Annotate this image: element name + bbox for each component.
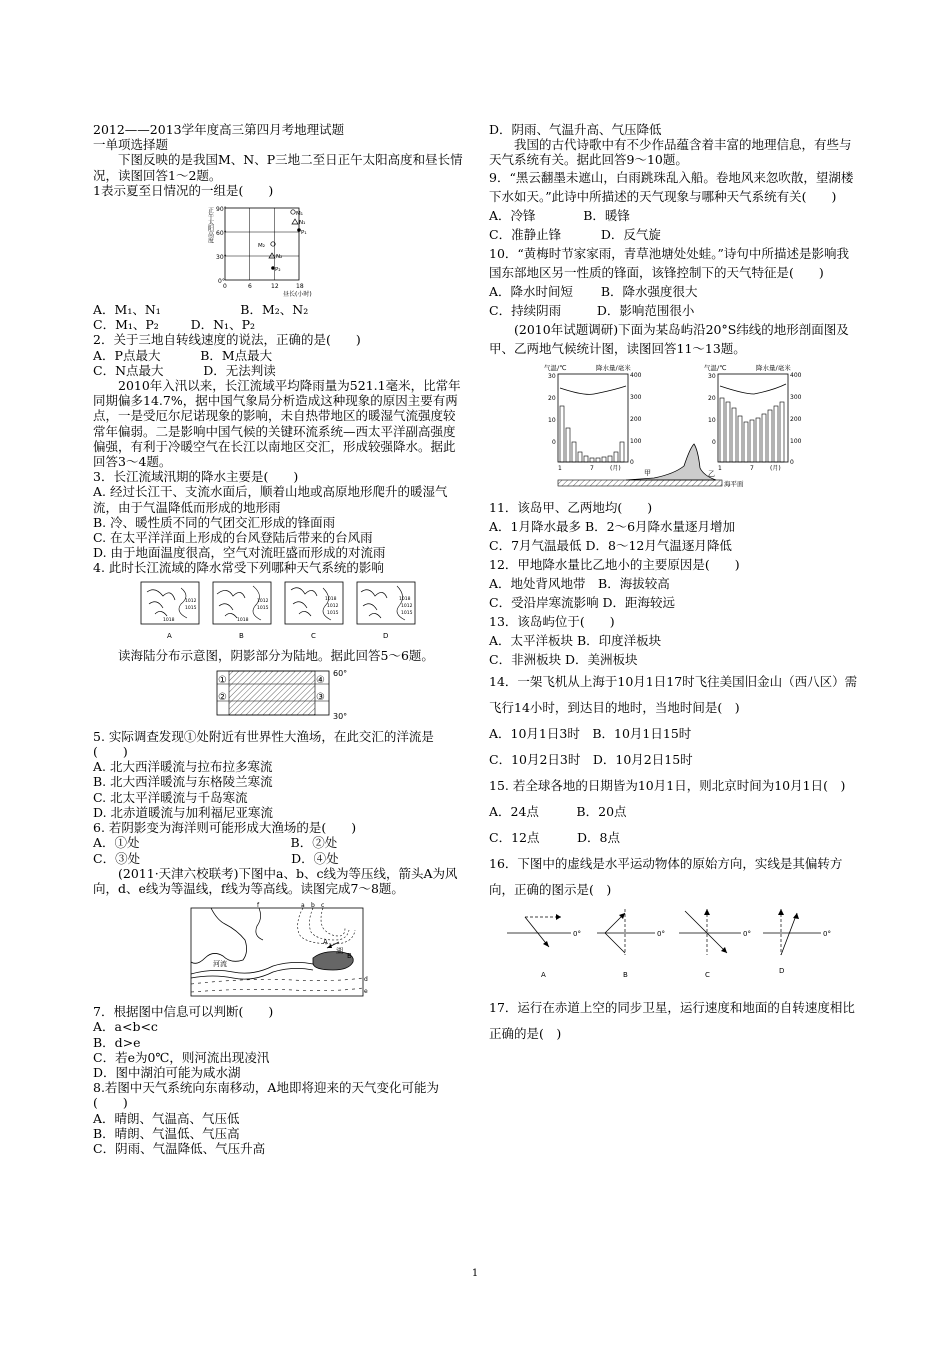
svg-text:(月): (月) bbox=[770, 464, 781, 472]
svg-text:0°: 0° bbox=[743, 929, 751, 938]
intro-3: 读海陆分布示意图，阴影部分为陆地。据此回答5～6题。 bbox=[118, 647, 434, 663]
q1-option-c: C．M₁、P₂ bbox=[93, 317, 159, 333]
q10-options-row2 bbox=[489, 301, 861, 320]
q10-option-d: D．影响范围很小 bbox=[596, 302, 695, 318]
question-6: 6. 若阴影变为海洋则可能形成大渔场的是( ) bbox=[93, 820, 357, 836]
svg-text:降水量/毫米: 降水量/毫米 bbox=[596, 363, 631, 372]
sun-chart-ylabel: 正午太阳高度 bbox=[206, 207, 214, 244]
svg-text:0: 0 bbox=[552, 438, 556, 446]
svg-text:0°: 0° bbox=[573, 929, 581, 938]
svg-text:1012: 1012 bbox=[401, 603, 413, 609]
question-17: 17．运行在赤道上空的同步卫星，运行速度和地面的自转速度相比正确的是( ) bbox=[489, 999, 855, 1041]
svg-text:1018: 1018 bbox=[399, 596, 411, 602]
question-11: 11．该岛甲、乙两地均( ) bbox=[489, 499, 653, 515]
svg-text:0°: 0° bbox=[823, 929, 831, 938]
question-4: 4. 此时长江流域的降水常受下列哪种天气系统的影响 bbox=[93, 560, 384, 576]
diagram-label-d: D bbox=[779, 966, 785, 975]
svg-text:1015: 1015 bbox=[185, 605, 197, 611]
sun-chart-xlabel: 昼长(小时) bbox=[283, 291, 312, 299]
wind-a: A bbox=[323, 938, 328, 947]
q5-option-a: A. 北大西洋暖流与拉布拉多寒流 bbox=[93, 759, 273, 775]
svg-text:20: 20 bbox=[548, 394, 556, 402]
svg-text:气温/℃: 气温/℃ bbox=[544, 363, 567, 372]
ytick-30: 30° bbox=[216, 254, 227, 262]
circle-4: ④ bbox=[316, 674, 325, 686]
svg-text:0: 0 bbox=[712, 438, 716, 446]
question-10: 10．“黄梅时节家家雨，青草池塘处处蛙。”诗句中所描述是影响我国东部地区另一性质的锋面，该锋控制下的天气特征是( ) bbox=[489, 245, 849, 280]
q5-option-d: D. 北赤道暖流与加利福尼亚寒流 bbox=[93, 804, 274, 820]
question-12: 12．甲地降水量比乙地小的主要原因是( ) bbox=[489, 556, 740, 572]
map-b bbox=[213, 582, 271, 640]
q9-option-a: A．冷锋 bbox=[489, 207, 536, 223]
intro-4: (2011·天津六校联考)下图中a、b、c线为等压线，箭头A为风向，d、e线为等温线，f线为等高线。读图完成7～8题。 bbox=[93, 865, 458, 896]
q6-option-b: B．②处 bbox=[290, 835, 338, 851]
climate-chart-jia bbox=[544, 363, 642, 472]
svg-text:1: 1 bbox=[718, 464, 722, 472]
q13-options-row2: C．非洲板块 D．美洲板块 bbox=[489, 651, 638, 667]
point-n1: N₁ bbox=[299, 220, 306, 227]
lat-60: 60° bbox=[333, 668, 348, 678]
point-n2: N₂ bbox=[276, 254, 283, 261]
q8-option-b: B．晴朗、气温低、气压高 bbox=[93, 1125, 240, 1141]
q7-option-b: B．d>e bbox=[93, 1034, 141, 1050]
intro-5: 我国的古代诗歌中有不少作品蕴含着丰富的地理信息，有些与天气系统有关。据此回答9～10题。 bbox=[489, 137, 852, 168]
diagram-b bbox=[597, 909, 665, 979]
intro-1: 下图反映的是我国M、N、P三地二至日正午太阳高度和昼长情况，读图回答1～2题。 bbox=[93, 152, 463, 183]
site-yi: 乙 bbox=[708, 469, 715, 478]
q2-option-a: A．P点最大 bbox=[93, 347, 161, 363]
map-label-a: A bbox=[167, 631, 172, 640]
svg-text:1012: 1012 bbox=[257, 598, 269, 604]
left-column bbox=[93, 122, 463, 1156]
line-d: d bbox=[364, 976, 368, 984]
svg-text:1015: 1015 bbox=[327, 610, 339, 616]
q10-option-c: C．持续阴雨 bbox=[489, 302, 562, 318]
point-m1: M₁ bbox=[296, 211, 303, 218]
sea-level: 海平面 bbox=[724, 479, 744, 488]
question-14: 14．一架飞机从上海于10月1日17时飞往美国旧金山（西八区）需飞行14小时，到达目的地时，当地时间是( ) bbox=[489, 673, 858, 715]
isobar-map bbox=[183, 900, 373, 1000]
q8-option-c: C．阴雨、气温降低、气压升高 bbox=[93, 1140, 266, 1156]
svg-text:10: 10 bbox=[708, 416, 716, 424]
q6-options-row2 bbox=[93, 851, 463, 866]
svg-text:0°: 0° bbox=[657, 929, 665, 938]
q7-option-c: C．若e为0℃，则河流出现凌汛 bbox=[93, 1049, 270, 1065]
xtick-18: 18 bbox=[296, 283, 304, 291]
q1-option-b: B．M₂、N₂ bbox=[240, 302, 309, 318]
q14-options-row2: C．10月2日3时 D．10月2日15时 bbox=[489, 751, 693, 767]
q8-option-a: A．晴朗、气温高、气压低 bbox=[93, 1110, 240, 1126]
q13-options-row1: A．太平洋板块 B．印度洋板块 bbox=[489, 632, 662, 648]
svg-text:气温/℃: 气温/℃ bbox=[704, 363, 727, 372]
map-label-b: B bbox=[239, 631, 244, 640]
q3-option-d: D. 由于地面温度很高，空气对流旺盛而形成的对流雨 bbox=[93, 545, 386, 561]
svg-text:0: 0 bbox=[790, 458, 794, 466]
question-1: 1表示夏至日情况的一组是( ) bbox=[93, 182, 274, 198]
lake-label: 湖 bbox=[336, 947, 343, 956]
svg-text:7: 7 bbox=[750, 464, 754, 472]
q5-option-c: C. 北太平洋暖流与千岛寒流 bbox=[93, 789, 248, 805]
svg-text:7: 7 bbox=[590, 464, 594, 472]
svg-text:1018: 1018 bbox=[237, 617, 249, 623]
map-d bbox=[357, 582, 415, 640]
q7-option-a: A．a<b<c bbox=[93, 1019, 158, 1035]
q1-option-a: A．M₁、N₁ bbox=[93, 302, 161, 318]
svg-text:0: 0 bbox=[630, 458, 634, 466]
line-b: b bbox=[311, 902, 315, 910]
diagram-a bbox=[507, 914, 581, 979]
svg-text:200: 200 bbox=[790, 415, 802, 423]
q14-options-row1: A．10月1日3时 B．10月1日15时 bbox=[489, 725, 692, 741]
q9-option-b: B．暖锋 bbox=[583, 207, 630, 223]
svg-text:1: 1 bbox=[558, 464, 562, 472]
map-c bbox=[285, 582, 343, 640]
svg-text:400: 400 bbox=[790, 371, 802, 379]
ytick-60: 60° bbox=[216, 230, 227, 238]
question-15: 15. 若全球各地的日期皆为10月1日，则北京时间为10月1日( ) bbox=[489, 777, 846, 793]
intro-2: 2010年入汛以来，长江流域平均降雨量为521.1毫米，比常年同期偏多14.7%，据中国气象局分析造成这种现象的原因主要有两点，一是受厄尔尼诺现象的影响，未自热带地区的暖湿气流强度较常年偏弱。二是影响中国气候的关键环流系统—西太平洋副高强度偏强，有利于冷暖空气在长江以南地区交汇，形成较强降水。据此回答3～4题。 bbox=[93, 378, 461, 470]
q7-option-d: D．图中湖泊可能为咸水湖 bbox=[93, 1064, 241, 1080]
q3-option-a: A. 经过长江干、支流水面后，顺着山地或高原地形爬升的暖湿气流，由于气温降低而形成的地形雨 bbox=[93, 484, 448, 515]
q1-options-row2 bbox=[93, 317, 463, 332]
page-number: 1 bbox=[471, 1268, 479, 1279]
map-a bbox=[141, 582, 199, 640]
point-p1: P₁ bbox=[301, 230, 307, 237]
q12-options-row1: A．地处背风地带 B．海拔较高 bbox=[489, 575, 670, 591]
svg-text:100: 100 bbox=[790, 437, 802, 445]
deflection-diagrams bbox=[505, 907, 845, 983]
right-column bbox=[489, 122, 861, 1047]
terrain-profile bbox=[558, 444, 744, 488]
q10-options-row1 bbox=[489, 282, 861, 301]
diagram-label-c: C bbox=[705, 970, 710, 979]
svg-text:10: 10 bbox=[548, 416, 556, 424]
xtick-0: 0 bbox=[223, 283, 227, 291]
xtick-6: 6 bbox=[248, 283, 252, 291]
svg-text:1012: 1012 bbox=[185, 598, 197, 604]
lake-b: B bbox=[347, 952, 352, 961]
q6-option-d: D．④处 bbox=[291, 850, 339, 866]
svg-text:1015: 1015 bbox=[257, 605, 269, 611]
xtick-12: 12 bbox=[271, 283, 279, 291]
circle-3: ③ bbox=[316, 691, 325, 703]
svg-text:300: 300 bbox=[630, 393, 642, 401]
q1-options-row1 bbox=[93, 302, 463, 317]
diagram-c bbox=[679, 909, 751, 979]
q9-option-c: C．准静止锋 bbox=[489, 226, 562, 242]
line-a: a bbox=[301, 902, 305, 910]
q15-options-row2: C．12点 D．8点 bbox=[489, 829, 620, 845]
climate-profile-chart bbox=[544, 362, 806, 492]
q1-option-d: D．N₁、P₂ bbox=[190, 317, 255, 333]
svg-text:200: 200 bbox=[630, 415, 642, 423]
q2-option-d: D．无法判读 bbox=[203, 362, 276, 378]
q9-options-row2 bbox=[489, 225, 861, 244]
site-jia: 甲 bbox=[644, 468, 651, 477]
map-label-d: D bbox=[383, 631, 389, 640]
svg-text:20: 20 bbox=[708, 394, 716, 402]
svg-text:300: 300 bbox=[790, 393, 802, 401]
map-label-c: C bbox=[311, 631, 316, 640]
section-heading: 一单项选择题 bbox=[93, 137, 169, 153]
svg-text:1018: 1018 bbox=[163, 617, 175, 623]
q11-options-row1: A．1月降水最多 B．2～6月降水量逐月增加 bbox=[489, 518, 736, 534]
diagram-label-b: B bbox=[623, 970, 628, 979]
q9-option-d: D．反气旋 bbox=[600, 226, 661, 242]
q9-options-row1 bbox=[489, 206, 861, 225]
q6-option-c: C．③处 bbox=[93, 850, 141, 866]
line-f: f bbox=[257, 902, 260, 910]
line-c: c bbox=[321, 902, 325, 910]
weather-system-maps bbox=[133, 580, 423, 642]
svg-text:1018: 1018 bbox=[325, 596, 337, 602]
intro-6: (2010年试题调研)下面为某岛屿沿20°S纬线的地形剖面图及甲、乙两地气候统计图，读图回答11～13题。 bbox=[489, 321, 849, 356]
ytick-90: 90° bbox=[216, 206, 227, 214]
doc-title: 2012——2013学年度高三第四月考地理试题 bbox=[93, 122, 345, 137]
line-e: e bbox=[364, 988, 368, 996]
diagram-d bbox=[763, 909, 831, 975]
question-7: 7．根据图中信息可以判断( ) bbox=[93, 1004, 274, 1020]
svg-text:1015: 1015 bbox=[401, 610, 413, 616]
question-9: 9．“黑云翻墨未遮山，白雨跳珠乱入船。卷地风来忽吹散，望湖楼下水如天。”此诗中所描述的天气现象与哪种天气系统有关( ) bbox=[489, 169, 854, 204]
svg-text:100: 100 bbox=[630, 437, 642, 445]
q5-option-b: B. 北大西洋暖流与东格陵兰寒流 bbox=[93, 774, 273, 790]
q2-option-c: C．N点最大 bbox=[93, 362, 164, 378]
sun-altitude-chart bbox=[203, 202, 353, 298]
q15-options-row1: A．24点 B．20点 bbox=[489, 803, 627, 819]
q3-option-c: C. 在太平洋洋面上形成的台风登陆后带来的台风雨 bbox=[93, 530, 373, 546]
q3-option-b: B. 冷、暖性质不同的气团交汇形成的锋面雨 bbox=[93, 514, 336, 530]
q10-option-b: B．降水强度很大 bbox=[600, 283, 698, 299]
q2-options-row1 bbox=[93, 348, 463, 363]
river-label: 河流 bbox=[213, 960, 227, 969]
ytick-0: 0° bbox=[218, 278, 225, 286]
q6-options-row1 bbox=[93, 835, 463, 850]
q11-options-row2: C．7月气温最低 D．8～12月气温逐月降低 bbox=[489, 537, 732, 553]
q2-options-row2 bbox=[93, 363, 463, 378]
svg-text:400: 400 bbox=[630, 371, 642, 379]
svg-text:30: 30 bbox=[548, 372, 556, 380]
sea-land-map bbox=[203, 667, 353, 723]
diagram-label-a: A bbox=[541, 970, 546, 979]
svg-text:(月): (月) bbox=[610, 464, 621, 472]
question-3: 3．长江流域汛期的降水主要是( ) bbox=[93, 469, 299, 485]
svg-text:1012: 1012 bbox=[327, 603, 339, 609]
point-p2: P₂ bbox=[275, 267, 281, 274]
point-m2: M₂ bbox=[258, 243, 265, 250]
lat-30: 30° bbox=[333, 711, 348, 721]
question-16: 16．下图中的虚线是水平运动物体的原始方向，实线是其偏转方向，正确的图示是( ) bbox=[489, 855, 843, 897]
q6-option-a: A．①处 bbox=[93, 835, 140, 851]
q8-option-d: D．阴雨、气温升高、气压降低 bbox=[489, 122, 662, 137]
q10-option-a: A．降水时间短 bbox=[489, 283, 574, 299]
circle-1: ① bbox=[218, 674, 227, 686]
svg-text:降水量/毫米: 降水量/毫米 bbox=[756, 363, 791, 372]
q2-option-b: B．M点最大 bbox=[200, 347, 273, 363]
q12-options-row2: C．受沿岸寒流影响 D．距海较远 bbox=[489, 594, 676, 610]
question-5: 5. 实际调查发现①处附近有世界性大渔场，在此交汇的洋流是( ) bbox=[93, 728, 434, 760]
question-2: 2．关于三地自转线速度的说法，正确的是( ) bbox=[93, 332, 361, 348]
climate-chart-yi bbox=[704, 363, 802, 472]
question-8: 8.若图中天气系统向东南移动，A地即将迎来的天气变化可能为( ) bbox=[93, 1080, 439, 1111]
question-13: 13．该岛屿位于( ) bbox=[489, 613, 615, 629]
circle-2: ② bbox=[218, 691, 227, 703]
svg-text:30: 30 bbox=[708, 372, 716, 380]
